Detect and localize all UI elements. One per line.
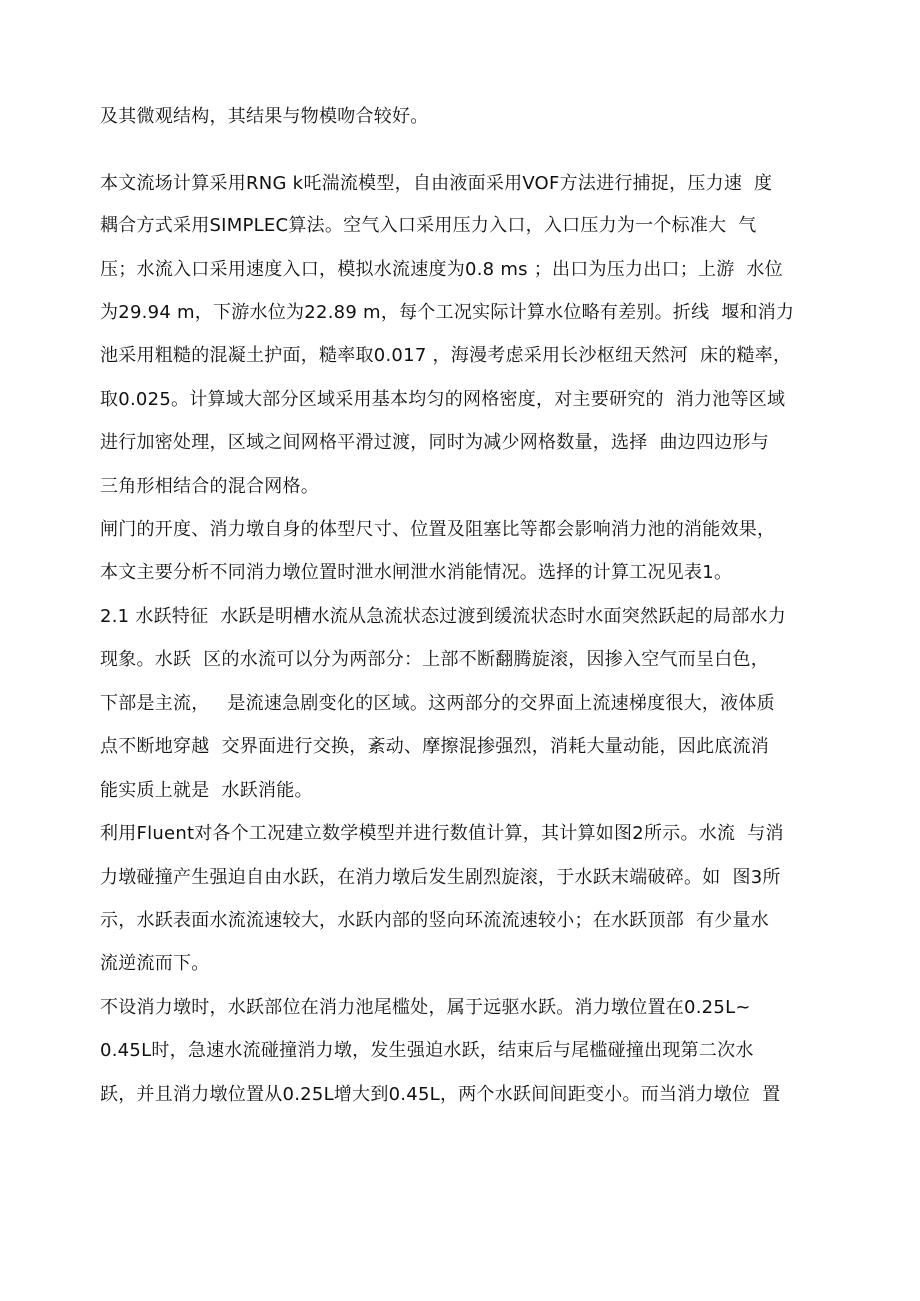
text-line-4: 压；水流入口采用速度入口，模拟水流速度为0.8 ms ；出口为压力出口；上游 水位 <box>100 259 783 280</box>
text-line-14: 下部是主流， 是流速急剧变化的区域。这两部分的交界面上流速梯度很大，液体质 <box>100 693 775 714</box>
text-line-7: 取0.025。计算域大部分区域采用基本均匀的网格密度，对主要研究的 消力池等区域 <box>100 389 786 410</box>
text-line-3: 耦合方式采用SIMPLEC算法。空气入口采用压力入口，入口压力为一个标准大 气 <box>100 215 757 236</box>
text-line-6: 池采用粗糙的混凝土护面，糙率取0.017 ，海漫考虑采用长沙枢纽天然河 床的糙率， <box>100 345 792 366</box>
text-line-23: 跃，并且消力墩位置从0.25L增大到0.45L，两个水跃间间距变小。而当消力墩位 置 <box>100 1084 781 1105</box>
text-line-1: 及其微观结构，其结果与物模吻合较好。 <box>100 106 429 127</box>
text-line-22: 0.45L时，急速水流碰撞消力墩，发生强迫水跃，结束后与尾槛碰撞出现第二次水 <box>100 1040 754 1061</box>
text-line-5: 为29.94 m，下游水位为22.89 m，每个工况实际计算水位略有差别。折线 堰和消力 <box>100 302 795 323</box>
text-line-8: 进行加密处理，区域之间网格平滑过渡，同时为减少网格数量，选择 曲边四边形与 <box>100 432 769 453</box>
text-line-20: 流逆流而下。 <box>100 953 210 974</box>
text-line-2: 本文流场计算采用RNG k吒湍流模型，自由液面采用VOF方法进行捕捉，压力速 度 <box>100 173 773 194</box>
text-line-19: 示，水跃表面水流流速较大，水跃内部的竖向环流流速较小；在水跃顶部 有少量水 <box>100 910 769 931</box>
text-line-13: 现象。水跃 区的水流可以分为两部分：上部不断翻腾旋滚，因掺入空气而呈白色， <box>100 649 769 670</box>
text-line-21: 不设消力墩时，水跃部位在消力池尾槛处，属于远驱水跃。消力墩位置在0.25L~ <box>100 997 751 1018</box>
text-line-9: 三角形相结合的混合网格。 <box>100 476 319 497</box>
text-line-17: 利用Fluent对各个工况建立数学模型并进行数值计算，其计算如图2所示。水流 与消 <box>100 823 784 844</box>
text-line-16: 能实质上就是 水跃消能。 <box>100 780 313 801</box>
text-line-12: 2.1 水跃特征 水跃是明槽水流从急流状态过渡到缓流状态时水面突然跃起的局部水力 <box>100 606 787 627</box>
text-line-11: 本文主要分析不同消力墩位置时泄水闸泄水消能情况。选择的计算工况见表1。 <box>100 562 733 583</box>
text-line-15: 点不断地穿越 交界面进行交换，紊动、摩擦混掺强烈，消耗大量动能，因此底流消 <box>100 736 769 757</box>
text-line-18: 力墩碰撞产生强迫自由水跃，在消力墩后发生剧烈旋滚，于水跃末端破碎。如 图3所 <box>100 867 781 888</box>
text-line-10: 闸门的开度、消力墩自身的体型尺寸、位置及阻塞比等都会影响消力池的消能效果， <box>100 519 776 540</box>
